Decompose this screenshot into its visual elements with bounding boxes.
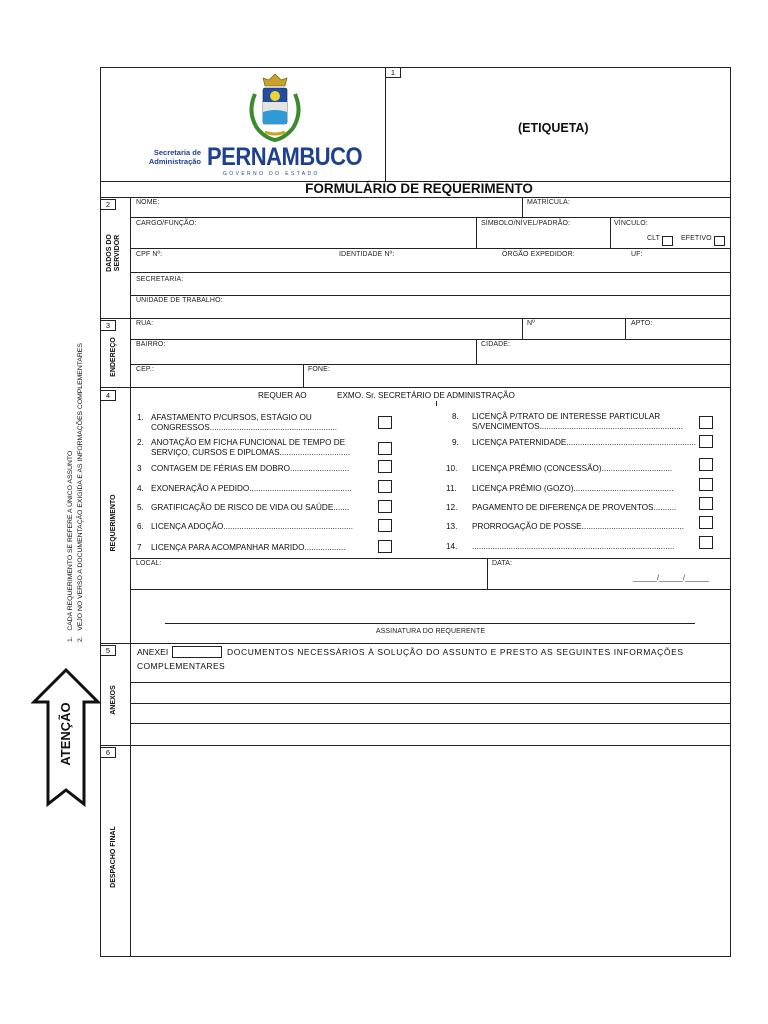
s6-top-line — [100, 745, 731, 746]
requer-header-left: REQUER AO — [258, 391, 307, 400]
s2-side-2: SERVIDOR — [114, 234, 121, 272]
secretaria-field[interactable]: SECRETARIA: — [136, 276, 184, 283]
anexos-text-1: DOCUMENTOS NECESSÁRIOS À SOLUÇÃO DO ASSUNTO E PRESTO AS SEGUINTES INFORMAÇÕES — [227, 647, 684, 657]
s5-top-line — [100, 643, 731, 644]
request-item-5-checkbox[interactable] — [378, 500, 392, 513]
s3-top-line — [100, 318, 731, 319]
fone-field[interactable]: FONE: — [308, 366, 330, 373]
bairro-field[interactable]: BAIRRO: — [136, 341, 166, 348]
coat-of-arms-icon — [245, 72, 305, 142]
section-2-side-label — [106, 213, 124, 293]
logo-dept-line2: Administração — [148, 157, 201, 166]
attention-note-2: 2. VEJO NO VERSO A DOCUMENTAÇÃO EXIGIDA E AS INFORMAÇÕES COMPLEMENTARES — [77, 343, 84, 642]
anexos-text-2: COMPLEMENTARES — [137, 661, 226, 671]
section-2-number: 2 — [100, 199, 116, 210]
section-5-number: 5 — [100, 645, 116, 656]
section-4-side-label: REQUERIMENTO — [110, 494, 117, 552]
uf-field[interactable]: UF: — [631, 251, 643, 258]
request-item-2-checkbox[interactable] — [378, 442, 392, 455]
left-column-line — [130, 197, 131, 957]
local-field[interactable]: LOCAL: — [136, 560, 162, 567]
request-item-9-checkbox[interactable] — [699, 435, 713, 448]
signature-label: ASSINATURA DO REQUERENTE — [375, 628, 486, 635]
form-title: FORMULÁRIO DE REQUERIMENTO — [305, 181, 533, 196]
logo-dept-line1: Secretaria de — [153, 148, 201, 157]
header-divider — [385, 67, 386, 181]
cidade-field[interactable]: CIDADE: — [481, 341, 511, 348]
request-item-1-checkbox[interactable] — [378, 416, 392, 429]
identidade-field[interactable]: IDENTIDADE Nº: — [339, 251, 395, 258]
matricula-field[interactable]: MATRÍCULA: — [527, 199, 570, 206]
request-item-11-checkbox[interactable] — [699, 478, 713, 491]
request-item-3-checkbox[interactable] — [378, 460, 392, 473]
rua-field[interactable]: RUA: — [136, 320, 154, 327]
section-3-side-label: ENDEREÇO — [110, 337, 117, 377]
request-item-6-checkbox[interactable] — [378, 519, 392, 532]
attention-notes — [66, 343, 88, 642]
logo-brand: PERNAMBUCO — [207, 142, 363, 171]
cpf-field[interactable]: CPF Nº: — [136, 251, 163, 258]
request-item-13-checkbox[interactable] — [699, 516, 713, 529]
date-blank: ______/______/______ — [633, 575, 709, 582]
simbolo-field[interactable]: SÍMBOLO/NÍVEL/PADRÃO: — [481, 220, 571, 227]
section-3-number: 3 — [100, 320, 116, 331]
anexei-label: ANEXEI — [137, 647, 169, 657]
request-item-7-checkbox[interactable] — [378, 540, 392, 553]
s4-top-line — [100, 387, 731, 388]
data-field[interactable]: DATA: — [492, 560, 513, 567]
box-number-1: 1 — [385, 67, 401, 78]
numero-field[interactable]: Nº — [527, 320, 535, 327]
attention-note-1: 1. CADA REQUERIMENTO SE REFERE A ÚNICO ASSUNTO — [67, 450, 74, 642]
cep-field[interactable]: CEP.: — [136, 366, 154, 373]
request-item-4-checkbox[interactable] — [378, 480, 392, 493]
attention-label: ATENÇÃO — [58, 702, 73, 766]
efetivo-checkbox[interactable] — [714, 236, 725, 246]
logo-sub: GOVERNO DO ESTADO — [223, 171, 320, 177]
clt-checkbox[interactable] — [662, 236, 673, 246]
nome-field[interactable]: NOME: — [136, 199, 160, 206]
orgao-field[interactable]: ÓRGÃO EXPEDIDOR: — [502, 251, 575, 258]
section-5-side-label: ANEXOS — [110, 685, 117, 715]
section-6-side-label: DESPACHO FINAL — [110, 826, 117, 888]
request-item-8-checkbox[interactable] — [699, 416, 713, 429]
clt-label: CLT — [647, 235, 661, 242]
section-4-number: 4 — [100, 390, 116, 401]
s2-top-line — [100, 197, 731, 198]
unidade-field[interactable]: UNIDADE DE TRABALHO: — [136, 297, 223, 304]
anexei-quantity-box[interactable] — [172, 646, 222, 658]
s2-side-1: DADOS DO — [106, 234, 113, 272]
request-item-12-checkbox[interactable] — [699, 497, 713, 510]
apto-field[interactable]: APTO: — [631, 320, 653, 327]
request-item-14-checkbox[interactable] — [699, 536, 713, 549]
signature-line — [165, 623, 695, 624]
logo — [145, 72, 363, 178]
requer-header-right: EXMO. Sr. SECRETÁRIO DE ADMINISTRAÇÃO — [337, 391, 515, 400]
efetivo-label: EFETIVO — [681, 235, 712, 242]
vinculo-label: VÍNCULO: — [614, 220, 648, 227]
section-6-number: 6 — [100, 747, 116, 758]
etiqueta-label: (ETIQUETA) — [518, 121, 589, 135]
cargo-field[interactable]: CARGO/FUNÇÃO: — [136, 220, 197, 227]
request-item-10-checkbox[interactable] — [699, 458, 713, 471]
